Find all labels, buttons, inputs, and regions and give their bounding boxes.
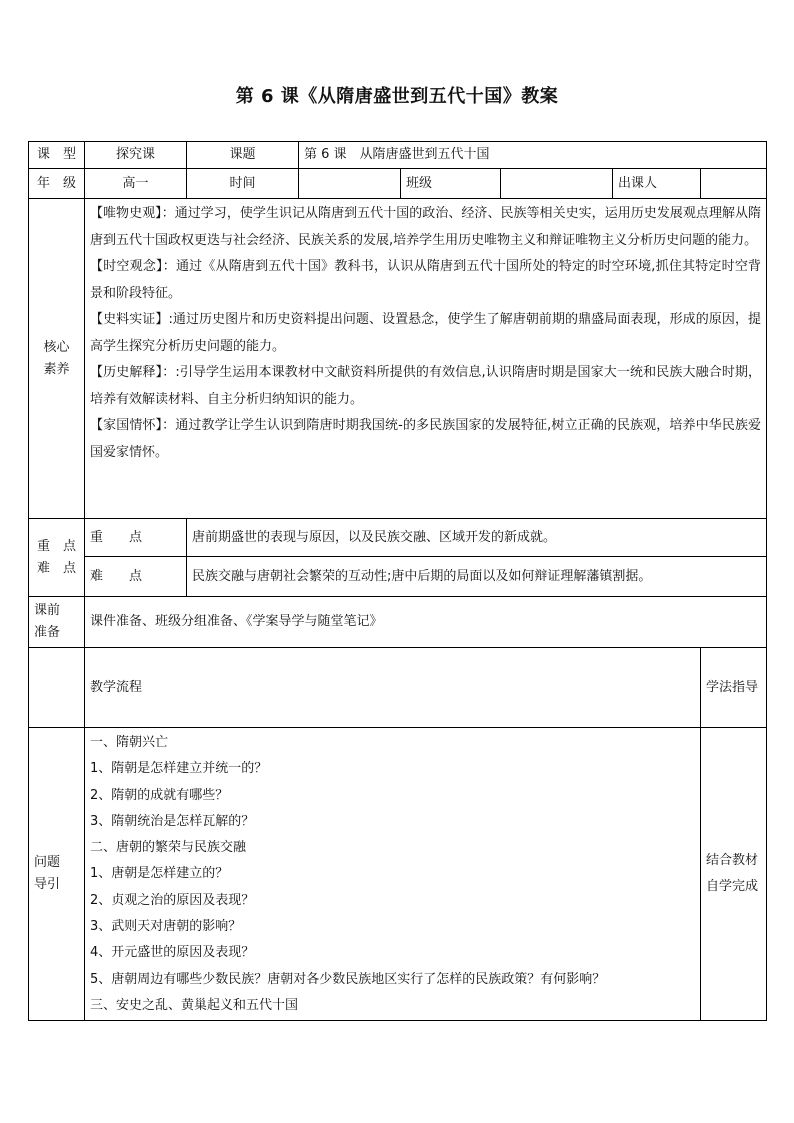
question-guide-label-line1: 问题 [34,855,61,870]
list-item: 三、安史之乱、黄巢起义和五代十国 [90,997,299,1013]
literacy-item [90,307,761,360]
teaching-process-label: 教学流程 [85,648,701,728]
teacher-value [701,169,767,199]
literacy-text: ：通过教学让学生认识到隋唐时期我国统-的多民族国家的发展特征,树立正确的民族观，培养中华民族爱国爱家情怀。 [90,418,762,460]
core-literacy-label-line1: 核心 [43,339,70,355]
study-guide-label: 学法指导 [701,648,767,728]
question-guide-label-line2: 导引 [34,877,61,892]
list-item: 二、唐朝的繁荣与民族交融 [90,840,247,856]
list-item: 3、隋朝统治是怎样瓦解的？ [90,813,255,829]
list-item: 3、武则天对唐朝的影响？ [90,919,242,935]
row-core-literacy [29,199,767,519]
teacher-label: 出课人 [613,169,701,199]
preparation-label-line1: 课前 [34,603,61,618]
difficult-point-label: 难 点 [85,557,187,597]
literacy-tag: 【家国情怀】 [90,418,163,433]
grade-label: 年 级 [29,169,85,199]
list-item: 5、唐朝周边有哪些少数民族？唐朝对各少数民族地区实行了怎样的民族政策？有何影响？ [90,971,606,987]
list-item: 1、唐朝是怎样建立的？ [90,866,229,882]
core-literacy-content [85,199,767,519]
question-guide-note [701,728,767,1021]
document-title: 第 6 课《从隋唐盛世到五代十国》教案 [235,86,559,107]
literacy-tag: 【唯物史观】 [90,206,162,221]
row-course-type [29,142,767,169]
key-point-text: 唐前期盛世的表现与原因，以及民族交融、区域开发的新成就。 [187,519,767,557]
literacy-text: ：通过《从隋唐到五代十国》教科书，认识从隋唐到五代十国所处的特定的时空环境,抓住其特定时空背景和阶段特征。 [90,259,762,301]
topic-label: 课题 [187,142,299,169]
key-difficult-label [29,519,85,597]
guide-note-line1: 结合教材 [706,853,759,868]
list-item: 4、开元盛世的原因及表现？ [90,945,255,961]
literacy-item [90,360,761,413]
preparation-text: 课件准备、班级分组准备、《学案导学与随堂笔记》 [85,597,767,648]
row-difficult-point [29,557,767,597]
guide-note-line2: 自学完成 [706,879,759,894]
time-value [299,169,401,199]
key-difficult-label-line1: 重 点 [36,538,76,554]
literacy-item [90,254,761,307]
question-list [85,728,701,1021]
flow-header-empty [29,648,85,728]
course-type-value: 探究课 [85,142,187,169]
topic-value: 第 6 课 从隋唐盛世到五代十国 [299,142,767,169]
row-grade [29,169,767,199]
literacy-item [90,413,761,466]
literacy-tag: 【时空观念】 [90,259,163,274]
key-point-label: 重 点 [85,519,187,557]
literacy-tag: 【历史解释】 [90,365,163,380]
key-difficult-label-line2: 难 点 [36,560,76,576]
literacy-tag: 【史料实证】 [90,312,169,327]
literacy-item [90,201,761,254]
preparation-label-line2: 准备 [34,625,61,640]
class-label: 班级 [401,169,501,199]
course-type-label: 课 型 [29,142,85,169]
class-value [501,169,613,199]
core-literacy-label [29,199,85,519]
core-literacy-label-line2: 素养 [43,361,70,377]
row-preparation [29,597,767,648]
question-guide-label [29,728,85,1021]
literacy-text: :通过历史图片和历史资料提出问题、设置悬念，使学生了解唐朝前期的鼎盛局面表现，形成的原因，提高学生探究分析历史问题的能力。 [90,312,762,354]
row-key-point [29,519,767,557]
lesson-plan-table [28,141,767,1021]
list-item: 一、隋朝兴亡 [90,735,169,750]
literacy-text: ：:引导学生运用本课教材中文献资料所提供的有效信息,认识隋唐时期是国家大一统和民族大融合时期，培养有效解读材料、自主分析归纳知识的能力。 [90,365,762,407]
list-item: 2、隋朝的成就有哪些？ [90,787,229,803]
difficult-point-text: 民族交融与唐朝社会繁荣的互动性;唐中后期的局面以及如何辩证理解藩镇割据。 [187,557,767,597]
time-label: 时间 [187,169,299,199]
list-item: 2、贞观之治的原因及表现？ [90,892,255,908]
literacy-text: ：通过学习，使学生识记从隋唐到五代十国的政治、经济、民族等相关史实，运用历史发展观点理解从隋唐到五代十国政权更迭与社会经济、民族关系的发展,培养学生用历史唯物主义和辩证唯物主义分析历史问题的能力。 [90,206,762,248]
list-item: 1、隋朝是怎样建立并统一的？ [90,761,268,777]
preparation-label [29,597,85,648]
grade-value: 高一 [85,169,187,199]
row-flow-header [29,648,767,728]
row-question-guide [29,728,767,1021]
